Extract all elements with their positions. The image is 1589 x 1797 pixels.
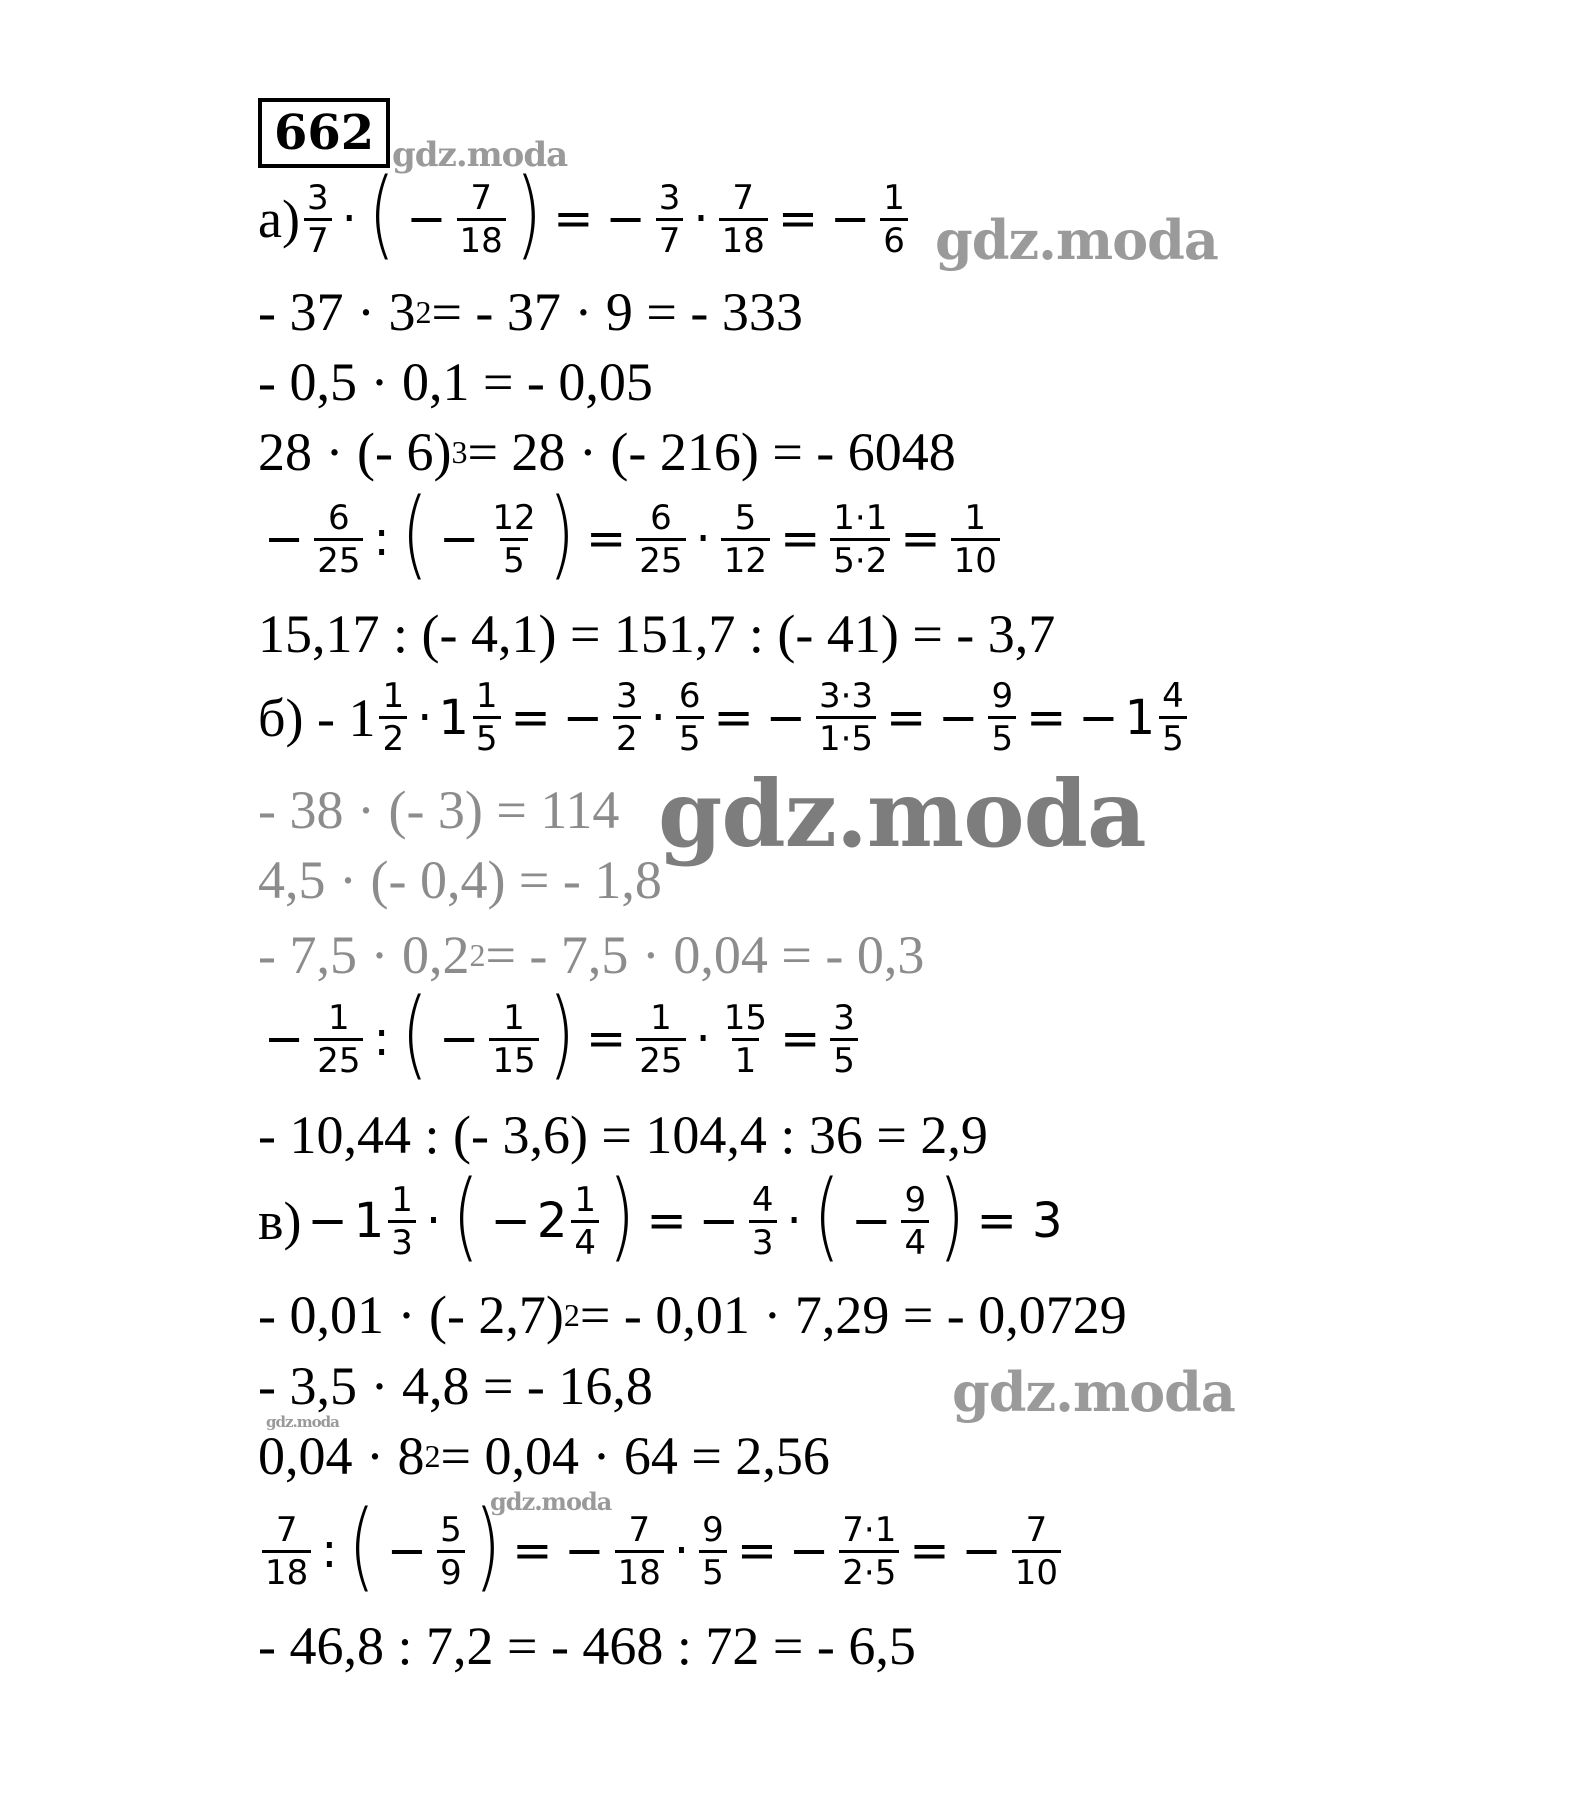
line-v3: - 3,5 · 4,8 = - 16,8 [258, 1356, 653, 1416]
fraction: $\frac{5}{12}$ [721, 498, 770, 581]
line-v1: в) − 1 $\frac{1}{3}$ · ( − 2 $\frac{1}{4}$ ) = − $\frac{4}{3}$ · ( − $\frac{9}{4}$ ) = 3 [258, 1160, 1063, 1272]
fraction: $\frac{1}{2}$ [379, 676, 407, 759]
fraction: $\frac{7}{18}$ [719, 178, 768, 261]
fraction: $\frac{3}{5}$ [830, 998, 858, 1081]
fraction: $\frac{3}{7}$ [656, 178, 684, 261]
line-b1: б) - 1 $\frac{1}{2}$ · 1 $\frac{1}{5}$ = − $\frac{3}{2}$ · $\frac{6}{5}$ = − $\frac{3\cdot 3}{1\cdot 5}$ = − $\frac{9}{5}$ = − 1 $\frac{4}{5}$ [258, 676, 1191, 759]
fraction: $\frac{3}{2}$ [613, 676, 641, 759]
line-b3: 4,5 · (- 0,4) = - 1,8 [258, 850, 662, 910]
fraction: $\frac{7}{18}$ [615, 1510, 664, 1593]
line-v4: 0,04 · 8 2 = 0,04 · 64 = 2,56 [258, 1426, 830, 1486]
line-a1: а) $\frac{3}{7}$ · ( − $\frac{7}{18}$ ) = − $\frac{3}{7}$ · $\frac{7}{18}$ = − $\frac{1}{6}$ [258, 176, 912, 262]
fraction: $\frac{3\cdot 3}{1\cdot 5}$ [816, 676, 876, 759]
fraction: $\frac{1}{25}$ [314, 998, 363, 1081]
fraction: $\frac{5}{9}$ [437, 1510, 465, 1593]
watermark: gdz.moda [935, 208, 1218, 272]
watermark: gdz.moda [392, 135, 568, 175]
fraction: $\frac{1}{4}$ [571, 1180, 599, 1263]
item-label: в) [258, 1191, 302, 1251]
fraction: $\frac{7}{18}$ [457, 178, 506, 261]
line-a3: - 0,5 · 0,1 = - 0,05 [258, 352, 653, 412]
fraction: $\frac{4}{3}$ [749, 1180, 777, 1263]
line-b5: − $\frac{1}{25}$ : ( − $\frac{1}{15}$ ) = $\frac{1}{25}$ · $\frac{15}{1}$ = $\frac{3}{5}$ [258, 996, 862, 1082]
fraction: $\frac{1}{15}$ [489, 998, 538, 1081]
line-a6: 15,17 : (- 4,1) = 151,7 : (- 41) = - 3,7 [258, 604, 1056, 664]
fraction: $\frac{9}{4}$ [901, 1180, 929, 1263]
fraction: $\frac{1}{6}$ [880, 178, 908, 261]
line-v5: $\frac{7}{18}$ : ( − $\frac{5}{9}$ ) = − $\frac{7}{18}$ · $\frac{9}{5}$ = − $\frac{7\cdot 1}{2\cdot 5}$ = − $\frac{7}{10}$ [258, 1508, 1065, 1594]
fraction: $\frac{1\cdot 1}{5\cdot 2}$ [830, 498, 890, 581]
fraction: $\frac{6}{25}$ [636, 498, 685, 581]
line-b2: - 38 · (- 3) = 114 [258, 780, 620, 840]
line-b4: - 7,5 · 0,2 2 = - 7,5 · 0,04 = - 0,3 [258, 925, 925, 985]
item-label: а) [258, 189, 300, 249]
fraction: $\frac{12}{5}$ [492, 497, 536, 581]
fraction: $\frac{1}{25}$ [636, 998, 685, 1081]
line-a5: − $\frac{6}{25}$ : ( − $\frac{12}{5}$ ) = $\frac{6}{25}$ · $\frac{5}{12}$ = $\frac{1\cdot 1}{5\cdot 2}$ = $\frac{1}{10}$ [258, 496, 1004, 582]
fraction: $\frac{15}{1}$ [723, 997, 768, 1081]
fraction: $\frac{7}{18}$ [262, 1510, 311, 1593]
line-v2: - 0,01 · (- 2,7) 2 = - 0,01 · 7,29 = - 0,0729 [258, 1285, 1127, 1345]
line-v6: - 46,8 : 7,2 = - 468 : 72 = - 6,5 [258, 1616, 916, 1676]
fraction: $\frac{4}{5}$ [1159, 676, 1187, 759]
fraction: $\frac{6}{5}$ [676, 676, 704, 759]
fraction: $\frac{7}{10}$ [1012, 1510, 1061, 1593]
watermark: gdz.moda [490, 1487, 612, 1516]
line-a4: 28 · (- 6) 3 = 28 · (- 216) = - 6048 [258, 422, 956, 482]
line-b6: - 10,44 : (- 3,6) = 104,4 : 36 = 2,9 [258, 1105, 988, 1165]
fraction: $\frac{7\cdot 1}{2\cdot 5}$ [839, 1510, 899, 1593]
fraction: $\frac{9}{5}$ [699, 1510, 727, 1593]
watermark: gdz.moda [952, 1360, 1235, 1424]
fraction: $\frac{6}{25}$ [314, 498, 363, 581]
fraction: $\frac{3}{7}$ [304, 178, 332, 261]
fraction: $\frac{1}{5}$ [473, 676, 501, 759]
problem-number: 662 [258, 98, 390, 168]
item-label: б) - 1 [258, 687, 376, 748]
watermark: gdz.moda [266, 1413, 339, 1431]
watermark: gdz.moda [658, 760, 1146, 868]
fraction: $\frac{9}{5}$ [988, 676, 1016, 759]
fraction: $\frac{1}{10}$ [951, 498, 1000, 581]
fraction: $\frac{1}{3}$ [388, 1180, 416, 1263]
line-a2: - 37 · 3 2 = - 37 · 9 = - 333 [258, 282, 803, 342]
